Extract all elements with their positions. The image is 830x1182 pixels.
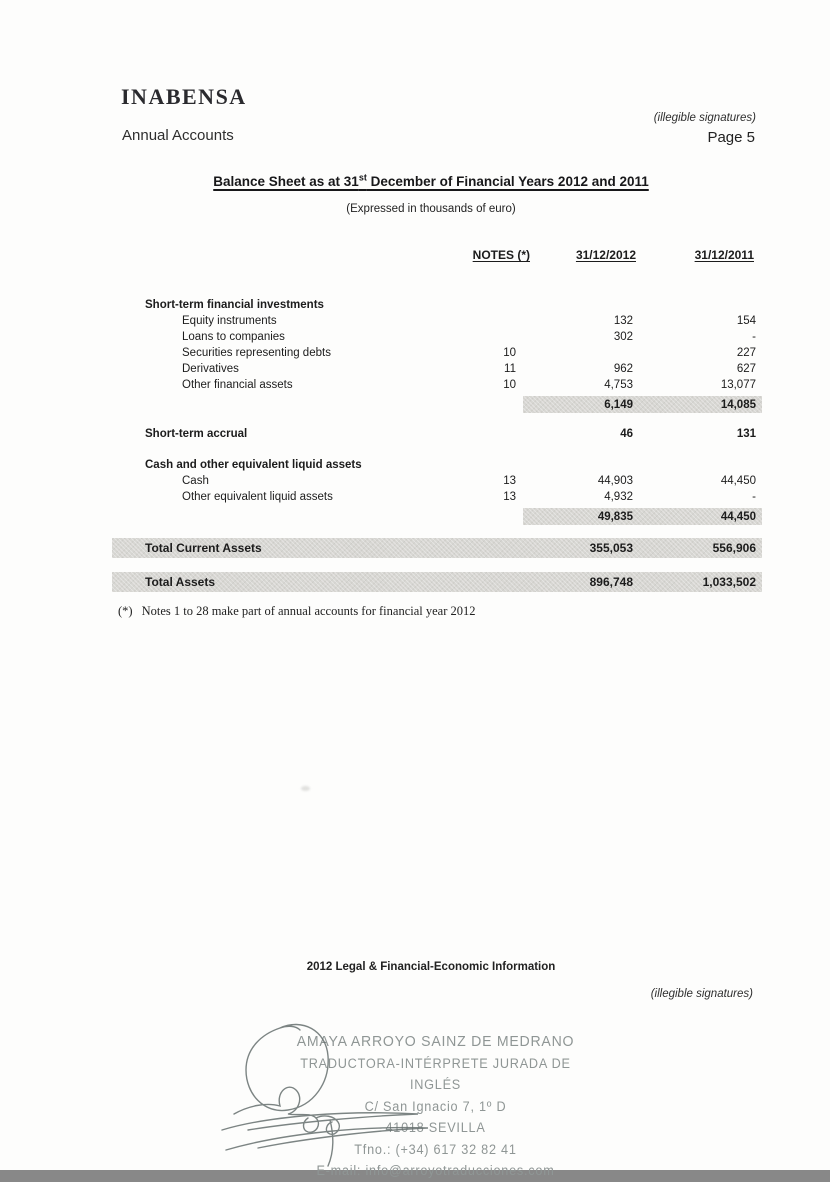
company-logo: INABENSA: [121, 84, 247, 109]
cell-2012: 44,903: [597, 475, 633, 487]
footnote-marker: (*): [118, 604, 133, 618]
total-2012: 896,748: [589, 575, 633, 589]
total-label: Total Current Assets: [145, 541, 262, 555]
footnote: [118, 604, 476, 619]
column-header-2012: 31/12/2012: [575, 248, 636, 262]
cell-2011: 227: [736, 347, 756, 359]
row-label: Securities representing debts: [182, 347, 331, 359]
table-row-accrual: [100, 425, 762, 442]
row-label: Loans to companies: [182, 331, 285, 343]
table-row: [100, 377, 762, 393]
section-label: Cash and other equivalent liquid assets: [145, 458, 362, 471]
row-label: Cash: [182, 475, 209, 487]
currency-note: (Expressed in thousands of euro): [346, 203, 516, 215]
table-row: [100, 345, 762, 361]
table-row: [100, 473, 762, 489]
cell-2011: 154: [736, 315, 756, 327]
table-row-subtotal: [100, 508, 762, 525]
cell-2011: 131: [736, 427, 756, 440]
stamp-address: C/ San Ignacio 7, 1º D: [364, 1098, 507, 1114]
page-number: Page 5: [707, 129, 755, 146]
section-label: Short-term financial investments: [145, 298, 324, 311]
document-subtitle: Annual Accounts: [122, 127, 234, 144]
table-row-subtotal: [100, 396, 762, 413]
cell-notes: 10: [503, 379, 516, 391]
scan-smudge: [301, 786, 310, 791]
row-label: Derivatives: [182, 363, 239, 375]
cell-2011: 44,450: [720, 475, 756, 487]
table-row-section: [100, 296, 762, 313]
table-row-total-current-assets: [112, 538, 762, 558]
cell-2012: 4,753: [604, 379, 633, 391]
total-2011: 556,906: [712, 541, 756, 555]
row-label: Other financial assets: [182, 379, 293, 391]
balance-sheet-table: [100, 246, 762, 592]
table-row: [100, 361, 762, 377]
column-header-2011: 31/12/2011: [694, 248, 754, 262]
table-row: [100, 329, 762, 345]
cell-notes: 13: [503, 491, 516, 503]
handwritten-signature: [218, 1018, 448, 1168]
footnote-text: Notes 1 to 28 make part of annual accounts for financial year 2012: [141, 604, 476, 618]
total-label: Total Assets: [145, 575, 216, 589]
table-row: [100, 489, 762, 505]
cell-2012: 132: [613, 315, 633, 327]
row-label: Equity instruments: [182, 315, 277, 327]
subtotal-2012: 6,149: [604, 398, 633, 411]
title-post: December of Financial Years 2012 and 2011: [366, 173, 649, 189]
stamp-email: E-mail: info@arroyotraducciones.com: [316, 1163, 555, 1178]
cell-2012: 962: [613, 363, 633, 375]
row-label: Short-term accrual: [145, 427, 248, 440]
subtotal-shading: [523, 508, 762, 525]
table-row-section: [100, 456, 762, 473]
cell-2012: 46: [620, 427, 633, 440]
cell-2011: 627: [736, 363, 756, 375]
total-2012: 355,053: [589, 541, 633, 555]
cell-notes: 13: [503, 475, 516, 487]
cell-2011: 13,077: [720, 379, 756, 391]
stamp-city: 41018 SEVILLA: [385, 1120, 486, 1135]
stamp-name: AMAYA ARROYO SAINZ DE MEDRANO: [296, 1033, 575, 1050]
subtotal-2011: 14,085: [720, 398, 756, 411]
cell-2012: 4,932: [604, 491, 633, 503]
cell-notes: 10: [503, 347, 516, 359]
balance-sheet-title: [100, 172, 762, 189]
stamp-title: TRADUCTORA-INTÉRPRETE JURADA DE INGLÉS: [300, 1055, 571, 1092]
row-label: Other equivalent liquid assets: [182, 491, 333, 503]
footer-title: 2012 Legal & Financial-Economic Information: [306, 961, 556, 973]
table-header-row: [100, 246, 762, 264]
cell-2011: -: [752, 491, 756, 503]
title-superscript: st: [358, 172, 367, 182]
title-pre: Balance Sheet as at 31: [213, 173, 359, 189]
cell-2012: 302: [613, 331, 633, 343]
cell-notes: 11: [504, 363, 516, 375]
table-row: [100, 313, 762, 329]
subtotal-2011: 44,450: [720, 510, 756, 523]
cell-2011: -: [752, 331, 756, 343]
illegible-signatures-note-bottom: (illegible signatures): [650, 988, 753, 1000]
column-header-notes: NOTES (*): [472, 248, 530, 262]
illegible-signatures-note-top: (illegible signatures): [653, 112, 756, 124]
subtotal-2012: 49,835: [597, 510, 633, 523]
stamp-phone: Tfno.: (+34) 617 32 82 41: [354, 1141, 517, 1157]
table-row-total-assets: [112, 572, 762, 592]
subtotal-shading: [523, 396, 762, 413]
total-2011: 1,033,502: [702, 575, 756, 589]
